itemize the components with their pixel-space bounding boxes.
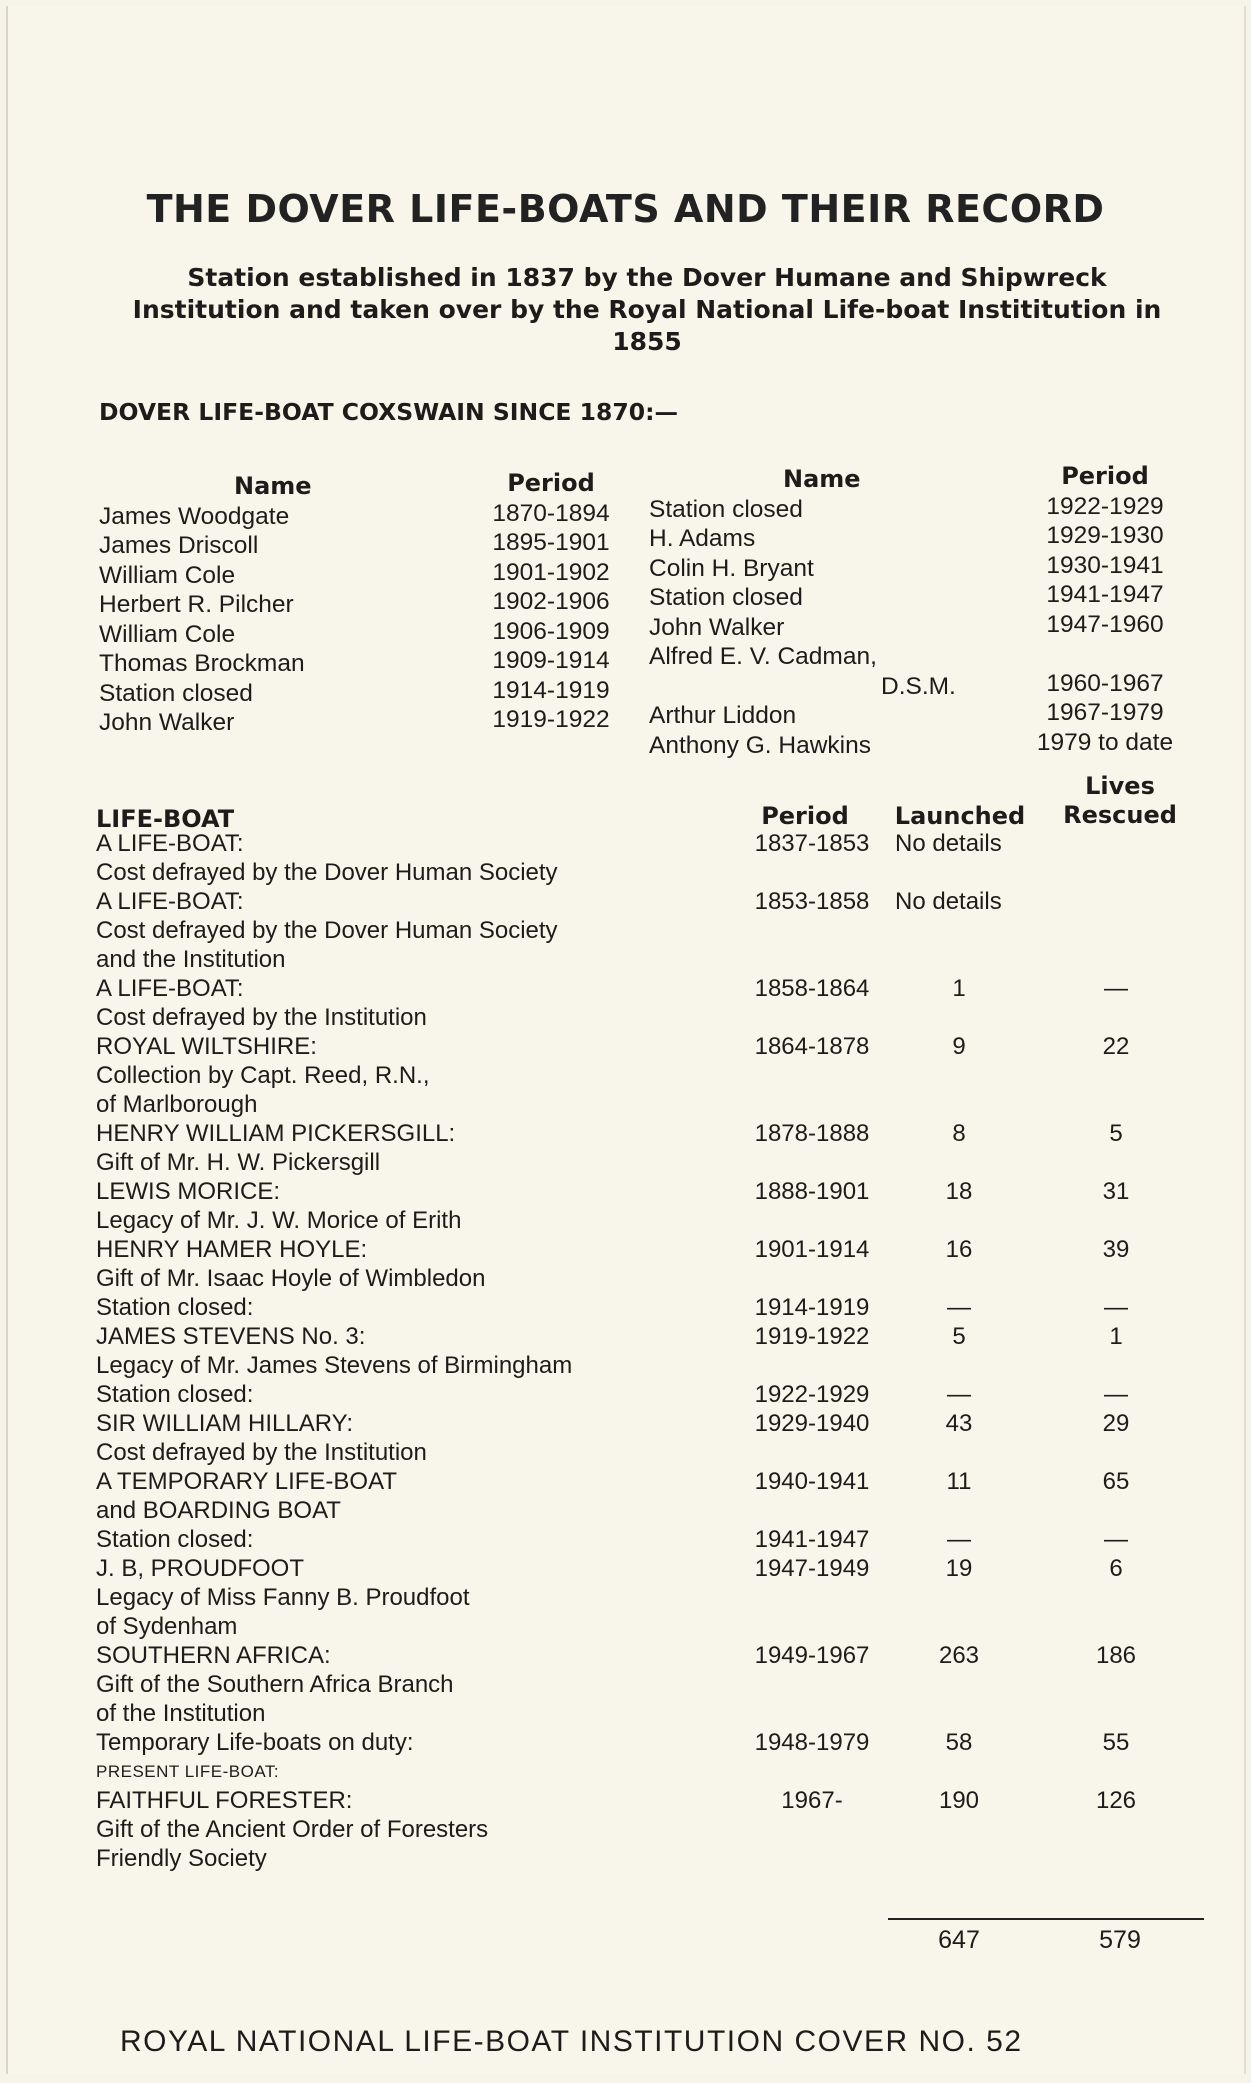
lifeboat-period: 1947-1949 bbox=[754, 1555, 870, 1582]
lifeboat-launched: — bbox=[947, 1294, 971, 1321]
coxswain-names-left bbox=[99, 472, 312, 738]
coxswain-period: 1906-1909 bbox=[492, 617, 610, 645]
table-row bbox=[96, 916, 1206, 945]
lifeboat-rescued: 186 bbox=[1095, 1642, 1137, 1669]
name-header: Name bbox=[234, 472, 312, 500]
lifeboat-name: and the Institution bbox=[96, 946, 286, 973]
coxswain-period: 1870-1894 bbox=[492, 499, 610, 527]
lifeboat-launched: — bbox=[947, 1526, 971, 1553]
coxswain-period: 1902-1906 bbox=[492, 588, 610, 615]
lifeboat-heading: LIFE-BOAT bbox=[96, 805, 235, 833]
lifeboat-period: 1864-1878 bbox=[754, 1033, 870, 1060]
table-row bbox=[96, 1235, 1206, 1264]
lifeboat-name: A LIFE-BOAT: bbox=[96, 830, 244, 857]
table-row bbox=[96, 1119, 1206, 1148]
lifeboat-rescued: 31 bbox=[1102, 1178, 1130, 1205]
lifeboat-name: of Sydenham bbox=[96, 1613, 238, 1640]
lifeboat-name: Cost defrayed by the Dover Human Society bbox=[96, 859, 558, 886]
lifeboat-period: 1919-1922 bbox=[754, 1323, 870, 1350]
coxswain-period: 1960-1967 bbox=[1046, 669, 1164, 697]
coxswain-name: Station closed bbox=[99, 679, 253, 707]
lifeboat-launched: 8 bbox=[952, 1120, 966, 1147]
lifeboat-name: Cost defrayed by the Institution bbox=[96, 1439, 427, 1466]
table-row bbox=[96, 1583, 1206, 1612]
lifeboat-name: A LIFE-BOAT: bbox=[96, 888, 244, 915]
lifeboat-period: 1940-1941 bbox=[754, 1468, 870, 1495]
lifeboat-name: JAMES STEVENS No. 3: bbox=[96, 1323, 366, 1350]
coxswain-period: 1967-1979 bbox=[1046, 699, 1164, 726]
lifeboat-rescued: 65 bbox=[1102, 1468, 1130, 1495]
lifeboat-name: Legacy of Miss Fanny B. Proudfoot bbox=[96, 1584, 470, 1611]
name-header: Name bbox=[783, 465, 861, 493]
lifeboat-rescued: 5 bbox=[1109, 1120, 1123, 1147]
period-column-header: Period bbox=[761, 802, 849, 830]
lifeboat-name: HENRY WILLIAM PICKERSGILL: bbox=[96, 1120, 456, 1147]
coxswain-heading: DOVER LIFE-BOAT COXSWAIN SINCE 1870:— bbox=[99, 398, 678, 426]
lifeboat-rescued: — bbox=[1104, 1294, 1128, 1321]
lifeboat-name: SIR WILLIAM HILLARY: bbox=[96, 1410, 353, 1437]
table-row bbox=[96, 829, 1206, 858]
table-row bbox=[96, 1090, 1206, 1119]
lifeboat-period: 1967- bbox=[781, 1787, 843, 1814]
table-row bbox=[96, 945, 1206, 974]
coxswain-name: James Woodgate bbox=[99, 502, 290, 530]
lifeboat-period: 1901-1914 bbox=[754, 1236, 870, 1263]
coxswain-name: Alfred E. V. Cadman, bbox=[649, 643, 877, 670]
coxswain-period: 1979 to date bbox=[1036, 728, 1174, 756]
table-row bbox=[96, 1264, 1206, 1293]
lifeboat-name: PRESENT LIFE-BOAT: bbox=[96, 1762, 280, 1781]
coxswain-name: D.S.M. bbox=[881, 672, 956, 700]
lifeboat-rescued: 22 bbox=[1102, 1033, 1130, 1060]
coxswain-period: 1895-1901 bbox=[492, 529, 610, 556]
total-launched: 647 bbox=[938, 1926, 980, 1954]
coxswain-period: 1914-1919 bbox=[492, 676, 610, 704]
coxswain-period: 1922-1929 bbox=[1046, 492, 1164, 520]
lifeboat-rescued: 29 bbox=[1102, 1410, 1130, 1437]
lifeboat-rescued: 6 bbox=[1109, 1555, 1123, 1582]
lifeboat-name: A TEMPORARY LIFE-BOAT bbox=[96, 1468, 397, 1495]
coxswain-name: Colin H. Bryant bbox=[649, 554, 814, 582]
coxswain-period: 1941-1947 bbox=[1046, 581, 1164, 608]
table-row bbox=[96, 1496, 1206, 1525]
coxswain-name: James Driscoll bbox=[99, 532, 259, 559]
lifeboat-name: Station closed: bbox=[96, 1381, 254, 1408]
footer-caption: ROYAL NATIONAL LIFE-BOAT INSTITUTION COVER NO. 52 bbox=[120, 2025, 1023, 2058]
coxswain-period: 1919-1922 bbox=[492, 706, 610, 733]
table-row bbox=[96, 1293, 1206, 1322]
table-row bbox=[96, 1438, 1206, 1467]
table-row bbox=[96, 1554, 1206, 1583]
table-row bbox=[96, 1728, 1206, 1757]
lifeboat-name: Station closed: bbox=[96, 1294, 254, 1321]
coxswain-name: Station closed bbox=[649, 584, 803, 611]
coxswain-name: H. Adams bbox=[649, 525, 756, 552]
lifeboat-name: Gift of the Southern Africa Branch bbox=[96, 1671, 454, 1698]
total-rescued: 579 bbox=[1099, 1926, 1141, 1954]
lives-rescued-column-header bbox=[1045, 772, 1195, 830]
lifeboat-launched: 190 bbox=[938, 1787, 980, 1814]
lifeboat-name: Collection by Capt. Reed, R.N., bbox=[96, 1062, 430, 1089]
table-row bbox=[96, 1206, 1206, 1235]
lifeboat-period: 1853-1858 bbox=[754, 888, 870, 915]
coxswain-period bbox=[1020, 639, 1190, 669]
lifeboat-period: 1914-1919 bbox=[754, 1294, 870, 1321]
lifeboat-name: Gift of Mr. H. W. Pickersgill bbox=[96, 1149, 381, 1176]
page-title: THE DOVER LIFE-BOATS AND THEIR RECORD bbox=[146, 187, 1105, 231]
lifeboat-name: Legacy of Mr. J. W. Morice of Erith bbox=[96, 1207, 462, 1234]
lifeboat-name: A LIFE-BOAT: bbox=[96, 975, 244, 1002]
coxswain-name: William Cole bbox=[99, 620, 236, 648]
coxswain-name: John Walker bbox=[99, 709, 235, 736]
lifeboat-name: SOUTHERN AFRICA: bbox=[96, 1642, 331, 1669]
lives-header-line: Lives bbox=[1085, 772, 1155, 800]
table-row bbox=[96, 887, 1206, 916]
totals-rule bbox=[888, 1918, 1204, 1920]
coxswain-name: Thomas Brockman bbox=[99, 650, 305, 677]
coxswain-name: William Cole bbox=[99, 561, 236, 589]
intro-line: Institution and taken over by the Royal National Life-boat Instititution in bbox=[132, 295, 1162, 324]
rescued-header-line: Rescued bbox=[1063, 801, 1177, 829]
table-row bbox=[96, 1032, 1206, 1061]
lifeboat-period: 1929-1940 bbox=[754, 1410, 870, 1437]
table-row bbox=[96, 1525, 1206, 1554]
lifeboat-period: 1878-1888 bbox=[754, 1120, 870, 1147]
intro-paragraph bbox=[97, 262, 1197, 358]
lifeboat-name: FAITHFUL FORESTER: bbox=[96, 1787, 353, 1814]
table-row bbox=[96, 1322, 1206, 1351]
table-row bbox=[96, 858, 1206, 887]
table-row bbox=[96, 1786, 1206, 1815]
lifeboat-launched: 9 bbox=[952, 1033, 966, 1060]
lifeboat-launched: 263 bbox=[938, 1642, 980, 1669]
lifeboat-period: 1941-1947 bbox=[754, 1526, 870, 1553]
lifeboat-rescued: 1 bbox=[1109, 1323, 1123, 1350]
lifeboat-name: J. B, PROUDFOOT bbox=[96, 1555, 305, 1582]
coxswain-names-right bbox=[649, 465, 956, 760]
lifeboat-rescued: 39 bbox=[1102, 1236, 1130, 1263]
lifeboat-rescued: — bbox=[1104, 1381, 1128, 1408]
lifeboat-launched: 11 bbox=[946, 1468, 972, 1495]
lifeboat-launched: No details bbox=[895, 888, 1002, 915]
table-row bbox=[96, 1699, 1206, 1728]
lifeboat-period: 1922-1929 bbox=[754, 1381, 870, 1408]
coxswain-period: 1947-1960 bbox=[1046, 610, 1164, 638]
coxswain-name: Anthony G. Hawkins bbox=[649, 731, 871, 759]
table-row bbox=[96, 974, 1206, 1003]
lifeboat-rescued: — bbox=[1104, 975, 1128, 1002]
lifeboat-rescued: 55 bbox=[1102, 1729, 1130, 1756]
coxswain-name: Arthur Liddon bbox=[649, 702, 797, 729]
lifeboat-rescued: 126 bbox=[1095, 1787, 1137, 1814]
lifeboat-name: Gift of Mr. Isaac Hoyle of Wimbledon bbox=[96, 1265, 486, 1292]
lifeboat-period: 1888-1901 bbox=[754, 1178, 870, 1205]
coxswain-periods-right bbox=[1020, 462, 1190, 757]
table-row bbox=[96, 1844, 1206, 1873]
table-row bbox=[96, 1641, 1206, 1670]
period-header: Period bbox=[1061, 462, 1149, 490]
lifeboat-name: of Marlborough bbox=[96, 1091, 258, 1118]
lifeboat-launched: 18 bbox=[945, 1178, 973, 1205]
coxswain-periods-left bbox=[476, 469, 626, 735]
table-row bbox=[96, 1670, 1206, 1699]
lifeboat-launched: — bbox=[947, 1381, 971, 1408]
lifeboat-name: and BOARDING BOAT bbox=[96, 1497, 341, 1524]
table-row bbox=[96, 1467, 1206, 1496]
lifeboat-name: HENRY HAMER HOYLE: bbox=[96, 1236, 368, 1263]
lifeboat-name: Friendly Society bbox=[96, 1845, 267, 1872]
period-header: Period bbox=[507, 469, 595, 497]
launched-column-header: Launched bbox=[894, 802, 1026, 830]
table-row bbox=[96, 1380, 1206, 1409]
lifeboat-name: ROYAL WILTSHIRE: bbox=[96, 1033, 317, 1060]
lifeboat-name: LEWIS MORICE: bbox=[96, 1178, 281, 1205]
lifeboat-name: Cost defrayed by the Institution bbox=[96, 1004, 427, 1031]
lifeboat-launched: 19 bbox=[945, 1555, 973, 1582]
table-row bbox=[96, 1612, 1206, 1641]
lifeboat-table bbox=[96, 829, 1206, 1873]
lifeboat-period: 1948-1979 bbox=[754, 1729, 870, 1756]
lifeboat-launched: 43 bbox=[945, 1410, 973, 1437]
lifeboat-launched: 1 bbox=[952, 975, 966, 1002]
table-row bbox=[96, 1409, 1206, 1438]
lifeboat-launched: 58 bbox=[945, 1729, 973, 1756]
lifeboat-period: 1949-1967 bbox=[754, 1642, 870, 1669]
table-row bbox=[96, 1003, 1206, 1032]
lifeboat-period: 1837-1853 bbox=[754, 830, 870, 857]
lifeboat-name: of the Institution bbox=[96, 1700, 266, 1727]
table-row bbox=[96, 1061, 1206, 1090]
lifeboat-name: Cost defrayed by the Dover Human Society bbox=[96, 917, 558, 944]
intro-line: 1855 bbox=[612, 327, 682, 356]
coxswain-name: John Walker bbox=[649, 613, 785, 641]
lifeboat-name: Temporary Life-boats on duty: bbox=[96, 1729, 414, 1756]
table-row bbox=[96, 1757, 1206, 1786]
lifeboat-launched: 16 bbox=[945, 1236, 973, 1263]
lifeboat-name: Gift of the Ancient Order of Foresters bbox=[96, 1816, 489, 1843]
intro-line: Station established in 1837 by the Dover Humane and Shipwreck bbox=[187, 263, 1107, 292]
lifeboat-launched: 5 bbox=[952, 1323, 966, 1350]
coxswain-period: 1930-1941 bbox=[1046, 551, 1164, 579]
table-row bbox=[96, 1351, 1206, 1380]
coxswain-period: 1929-1930 bbox=[1046, 522, 1164, 549]
coxswain-name: Station closed bbox=[649, 495, 803, 523]
coxswain-name: Herbert R. Pilcher bbox=[99, 591, 294, 618]
table-row bbox=[96, 1148, 1206, 1177]
table-row bbox=[96, 1815, 1206, 1844]
table-row bbox=[96, 1177, 1206, 1206]
lifeboat-rescued: — bbox=[1104, 1526, 1128, 1553]
lifeboat-name: Station closed: bbox=[96, 1526, 254, 1553]
coxswain-period: 1909-1914 bbox=[492, 647, 610, 674]
coxswain-period: 1901-1902 bbox=[492, 558, 610, 586]
lifeboat-name: Legacy of Mr. James Stevens of Birmingham bbox=[96, 1352, 573, 1379]
lifeboat-period: 1858-1864 bbox=[754, 975, 870, 1002]
lifeboat-launched: No details bbox=[895, 830, 1002, 857]
